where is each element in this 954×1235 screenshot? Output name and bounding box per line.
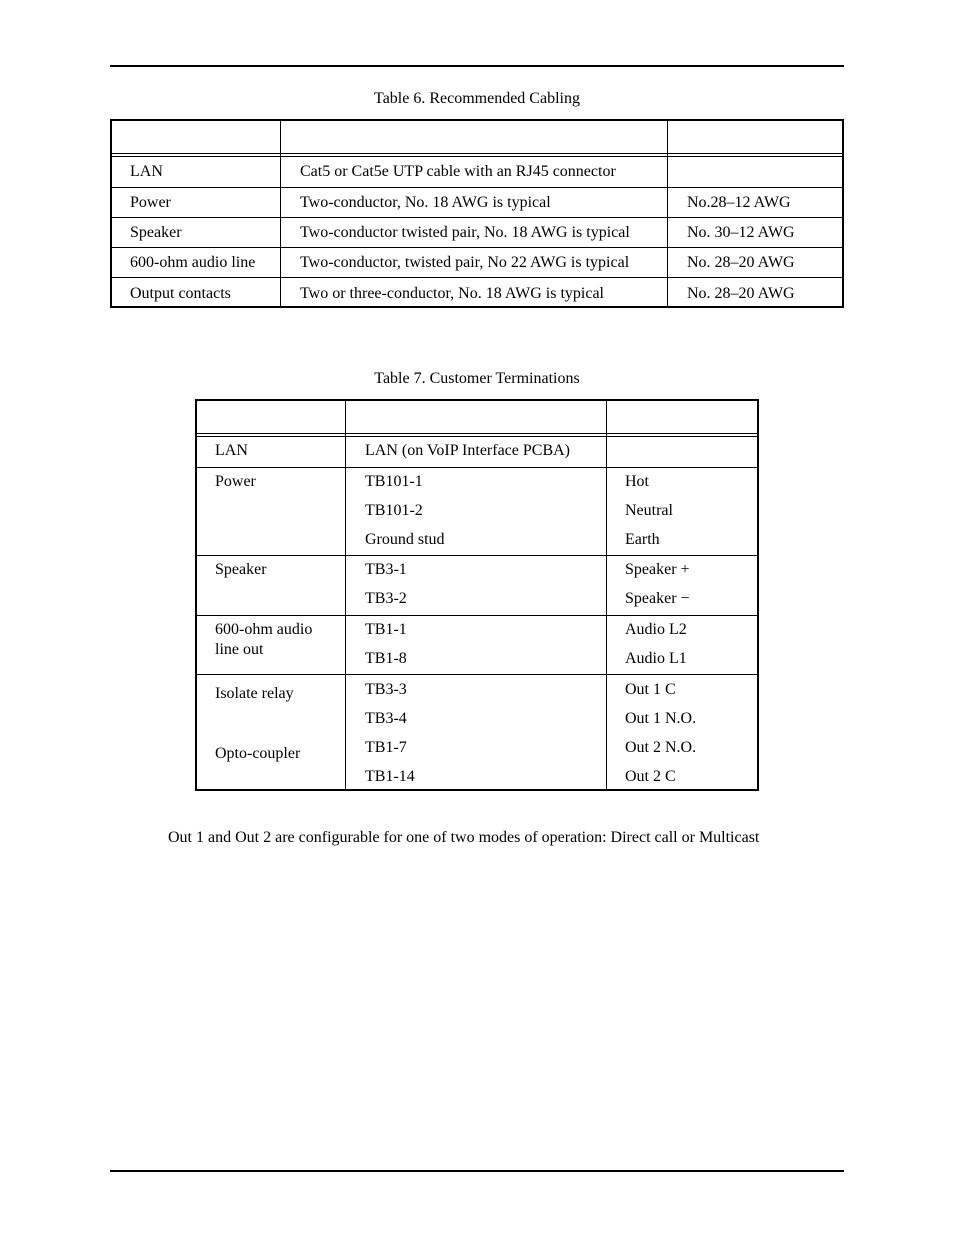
terminal-name: TB1-14 xyxy=(365,768,415,785)
table-row xyxy=(112,187,842,217)
cable-recommendation: Cat5 or Cat5e UTP cable with an RJ45 connector xyxy=(300,163,616,180)
cable-type: Power xyxy=(130,194,171,211)
terminal-name: TB3-4 xyxy=(365,710,407,727)
column-divider xyxy=(606,401,607,789)
table7-caption: Table 7. Customer Terminations xyxy=(374,370,580,387)
cable-recommendation: Two-conductor, twisted pair, No 22 AWG is typical xyxy=(300,254,630,271)
customer-terminations-table xyxy=(195,399,759,791)
terminal-name: TB3-1 xyxy=(365,561,407,578)
cable-recommendation: Two-conductor twisted pair, No. 18 AWG is typical xyxy=(300,224,630,241)
terminal-function: Speaker + xyxy=(625,561,690,578)
cable-type: 600-ohm audio line xyxy=(130,254,256,271)
terminal-function: Earth xyxy=(625,531,660,548)
terminal-name: TB1-8 xyxy=(365,650,407,667)
terminal-name: TB101-1 xyxy=(365,473,423,490)
terminal-function: Out 2 C xyxy=(625,768,676,785)
wire-gauge-range: No.28–12 AWG xyxy=(687,194,791,211)
connection-label: LAN xyxy=(215,442,248,459)
table-row xyxy=(197,615,757,674)
terminal-name: TB3-3 xyxy=(365,681,407,698)
output-mode-note: Out 1 and Out 2 are configurable for one of two modes of operation: Direct call or Multicast xyxy=(168,829,760,846)
table-row xyxy=(112,247,842,277)
table-row xyxy=(112,157,842,187)
cable-recommendation: Two or three-conductor, No. 18 AWG is typical xyxy=(300,285,604,302)
terminal-function: Out 1 N.O. xyxy=(625,710,697,727)
column-divider xyxy=(345,401,346,789)
terminal-name: TB101-2 xyxy=(365,502,423,519)
table-row xyxy=(197,437,757,467)
table-row xyxy=(197,467,757,555)
header-rule xyxy=(110,65,844,67)
terminal-function: Speaker − xyxy=(625,590,690,607)
cable-type: LAN xyxy=(130,163,163,180)
table-row xyxy=(197,555,757,615)
connection-label: Speaker xyxy=(215,561,267,578)
table6-header-row xyxy=(112,121,842,157)
wire-gauge-range: No. 28–20 AWG xyxy=(687,285,795,302)
terminal-function: Audio L2 xyxy=(625,621,687,638)
column-divider xyxy=(667,121,668,306)
table7-header-row xyxy=(197,401,757,437)
terminal-name: TB3-2 xyxy=(365,590,407,607)
connection-label: 600-ohm audio xyxy=(215,621,313,638)
terminal-function: Out 2 N.O. xyxy=(625,739,697,756)
terminal-name: TB1-1 xyxy=(365,621,407,638)
cable-type: Output contacts xyxy=(130,285,231,302)
table-row xyxy=(112,217,842,247)
connection-label: Opto-coupler xyxy=(215,745,301,762)
table6-caption: Table 6. Recommended Cabling xyxy=(374,90,580,107)
connection-label: Power xyxy=(215,473,256,490)
cable-recommendation: Two-conductor, No. 18 AWG is typical xyxy=(300,194,551,211)
terminal-name: Ground stud xyxy=(365,531,445,548)
terminal-function: Hot xyxy=(625,473,649,490)
recommended-cabling-table xyxy=(110,119,844,308)
terminal-name: TB1-7 xyxy=(365,739,407,756)
table-row xyxy=(197,674,757,791)
terminal-function: Audio L1 xyxy=(625,650,687,667)
table-row xyxy=(112,277,842,308)
wire-gauge-range: No. 30–12 AWG xyxy=(687,224,795,241)
column-divider xyxy=(280,121,281,306)
terminal-function: Out 1 C xyxy=(625,681,676,698)
connection-label: Isolate relay xyxy=(215,685,294,702)
wire-gauge-range: No. 28–20 AWG xyxy=(687,254,795,271)
cable-type: Speaker xyxy=(130,224,182,241)
connection-label: line out xyxy=(215,641,264,658)
footer-rule xyxy=(110,1170,844,1172)
terminal-name: LAN (on VoIP Interface PCBA) xyxy=(365,442,571,459)
terminal-function: Neutral xyxy=(625,502,673,519)
